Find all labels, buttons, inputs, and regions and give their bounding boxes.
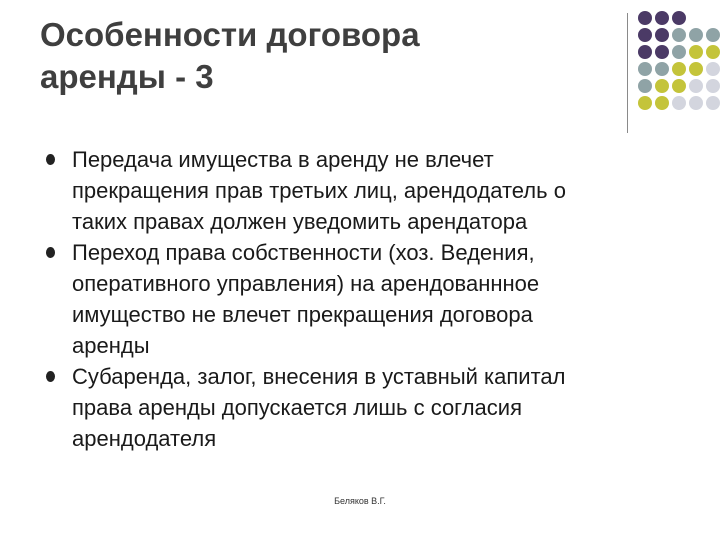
dot — [655, 96, 669, 110]
dot — [706, 62, 720, 76]
dot — [672, 96, 686, 110]
bullet-line: Субаренда, залог, внесения в уставный капитал — [72, 364, 566, 389]
bullet-marker-icon — [46, 154, 55, 165]
dot — [706, 79, 720, 93]
dot — [672, 79, 686, 93]
dot — [638, 45, 652, 59]
dot — [655, 28, 669, 42]
bullet-line: права аренды допускается лишь с согласия — [72, 395, 522, 420]
bullet-line: имущество не влечет прекращения договора — [72, 302, 533, 327]
dot — [655, 45, 669, 59]
bullet-marker-icon — [46, 371, 55, 382]
slide-footer: Беляков В.Г. — [334, 496, 386, 506]
dot — [706, 45, 720, 59]
bullet-line: оперативного управления) на арендованнное — [72, 271, 540, 296]
dot — [672, 28, 686, 42]
dot — [689, 28, 703, 42]
dot — [672, 11, 686, 25]
dot — [706, 28, 720, 42]
dot — [638, 79, 652, 93]
dot — [638, 11, 652, 25]
dot — [655, 79, 669, 93]
dot — [638, 62, 652, 76]
dot — [706, 96, 720, 110]
dot — [689, 45, 703, 59]
decorative-divider — [627, 13, 628, 133]
title-line-2: аренды - 3 — [40, 58, 214, 95]
bullet-marker-icon — [46, 247, 55, 258]
bullet-line: арендодателя — [72, 426, 217, 451]
dot — [655, 11, 669, 25]
dot — [672, 62, 686, 76]
dot — [655, 62, 669, 76]
bullet-list — [46, 144, 666, 454]
bullet-line: аренды — [72, 333, 150, 358]
dot — [638, 28, 652, 42]
bullet-line: прекращения прав третьих лиц, арендодатель о — [72, 178, 566, 203]
bullet-line: Передача имущества в аренду не влечет — [72, 147, 494, 172]
title-line-1: Особенности договора — [40, 16, 420, 53]
bullet-line: Переход права собственности (хоз. Ведения, — [72, 240, 535, 265]
dot — [689, 62, 703, 76]
dot — [672, 45, 686, 59]
bullet-item — [46, 144, 666, 237]
bullet-line: таких правах должен уведомить арендатора — [72, 209, 528, 234]
bullet-item — [46, 237, 666, 361]
dot — [689, 79, 703, 93]
bullet-item — [46, 361, 666, 454]
dot — [638, 96, 652, 110]
slide-title — [40, 14, 600, 98]
decorative-dot-grid — [638, 11, 720, 121]
dot — [689, 96, 703, 110]
